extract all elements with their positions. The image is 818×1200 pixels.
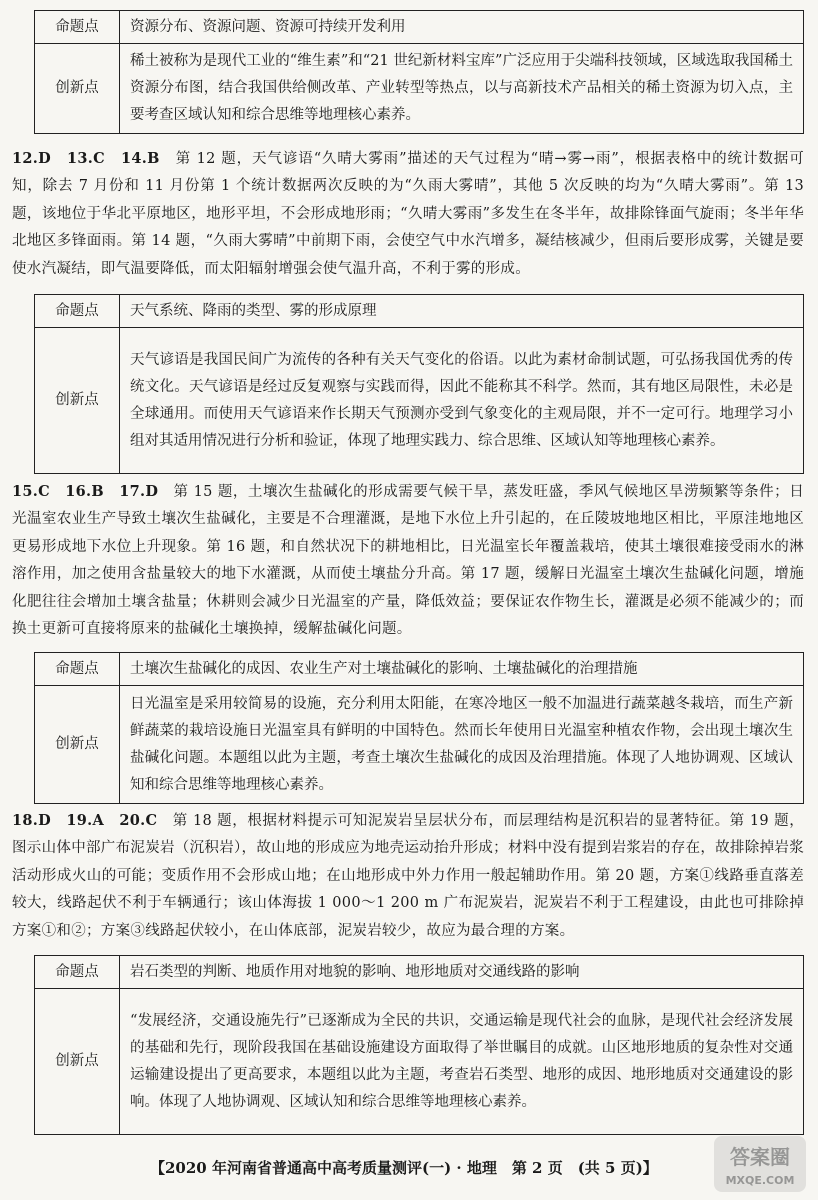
innovation-label: 创新点 (35, 328, 120, 474)
explanation-text: 第 12 题，天气谚语“久晴大雾雨”描述的天气过程为“晴→雾→雨”，根据表格中的统计数据可知，除去 7 月份和 11 月份第 1 个统计数据两次反映的为“久雨大雾晴”，其他 5 次反映的均为“久晴大雾雨”。第 13 题，该地位于华北平原地区，地形平坦，不会形成地形雨；“久晴大雾雨”多发生在冬半年，故排除锋面气旋雨；冬半年华北地区多锋面雨。第 14 题，“久雨大雾晴”中前期下雨，会使空气中水汽增多，凝结核减少，但雨后要形成雾，关键是要使水汽凝结，即气温要降低，而太阳辐射增强会使气温升高，不利于雾的形成。 (12, 151, 805, 277)
explanation-text: 第 18 题，根据材料提示可知泥炭岩呈层状分布，而层理结构是沉积岩的显著特征。第 19 题，图示山体中部广布泥炭岩（沉积岩），故山地的形成应为地壳运动抬升形成；材料中没有提到岩浆岩的存在，故排除掉岩浆活动形成火山的可能；变质作用不会形成山地；在山地形成中外力作用一般起辅助作用。第 20 题，方案①线路垂直落差较大，线路起伏不利于车辆通行；该山体海拔 1 000～1 200 m 广布泥炭岩，泥炭岩不利于工程建设，由此也可排除掉方案①和②；方案③线路起伏较小，在山体底部，泥炭岩较少，故应为最合理的方案。 (12, 813, 804, 939)
topic-label: 命题点 (35, 956, 120, 989)
innovation-label: 创新点 (35, 989, 120, 1135)
innovation-label: 创新点 (35, 686, 120, 804)
topic-table-3 (34, 652, 804, 804)
explanation-text: 第 15 题，土壤次生盐碱化的形成需要气候干旱，蒸发旺盛，季风气候地区旱涝频繁等条件；日光温室农业生产导致土壤次生盐碱化，主要是不合理灌溉，是地下水位上升引起的，在丘陵坡地地区相比，平原洼地地区更易形成地下水位上升现象。第 16 题，和自然状况下的耕地相比，日光温室长年覆盖栽培，使其土壤很难接受雨水的淋溶作用，加之使用含盐量较大的地下水灌溉，从而使土壤盐分升高。第 17 题，缓解日光温室土壤次生盐碱化问题，增施化肥往往会增加土壤含盐量；休耕则会减少日光温室的产量，降低效益；要保证农作物生长，灌溉是必须不能减少的；而换土更新可直接将原来的盐碱化土壤换掉，缓解盐碱化问题。 (12, 484, 805, 638)
innovation-text: 日光温室是采用较简易的设施，充分利用太阳能，在寒冷地区一般不加温进行蔬菜越冬栽培，而生产新鲜蔬菜的栽培设施日光温室具有鲜明的中国特色。然而长年使用日光温室种植农作物，会出现土壤次生盐碱化问题。本题组以此为主题，考查土壤次生盐碱化的成因及治理措施。体现了人地协调观、区域认知和综合思维等地理核心素养。 (120, 686, 804, 804)
topic-table-1 (34, 10, 804, 134)
answer-paragraph-18-20 (12, 807, 804, 945)
topic-text: 土壤次生盐碱化的成因、农业生产对土壤盐碱化的影响、土壤盐碱化的治理措施 (120, 653, 804, 686)
page-footer: 【2020 年河南省普通高中高考质量测评(一) · 地理 第 2 页 (共 5 页)】 (150, 1159, 658, 1177)
topic-table-2 (34, 294, 804, 474)
logo-line-1: 答案圈 (730, 1145, 790, 1169)
answer-keys: 18.D 19.A 20.C (12, 812, 158, 829)
topic-text: 天气系统、降雨的类型、雾的形成原理 (120, 295, 804, 328)
topic-text: 资源分布、资源问题、资源可持续开发利用 (120, 11, 804, 44)
logo-line-2: MXQE.COM (725, 1174, 795, 1187)
watermark-logo (712, 1134, 808, 1194)
innovation-text: “发展经济，交通设施先行”已逐渐成为全民的共识，交通运输是现代社会的血脉，是现代社会经济发展的基础和先行，现阶段我国在基础设施建设方面取得了举世瞩目的成就。山区地形地质的复杂性对交通运输建设提出了更高要求，本题组以此为主题，考查岩石类型、地形的成因、地形地质对交通建设的影响。体现了人地协调观、区域认知和综合思维等地理核心素养。 (120, 989, 804, 1135)
answer-keys: 15.C 16.B 17.D (12, 483, 159, 500)
innovation-text: 天气谚语是我国民间广为流传的各种有关天气变化的俗语。以此为素材命制试题，可弘扬我国优秀的传统文化。天气谚语是经过反复观察与实践而得，因此不能称其不科学。然而，其有地区局限性，未必是全球通用。而使用天气谚语来作长期天气预测亦受到气象变化的主观局限，并不一定可行。地理学习小组对其适用情况进行分析和验证，体现了地理实践力、综合思维、区域认知等地理核心素养。 (120, 328, 804, 474)
topic-table-4 (34, 955, 804, 1135)
innovation-label: 创新点 (35, 44, 120, 134)
answer-paragraph-12-14 (12, 145, 804, 283)
innovation-text: 稀土被称为是现代工业的“维生素”和“21 世纪新材料宝库”广泛应用于尖端科技领域，区域选取我国稀土资源分布图，结合我国供给侧改革、产业转型等热点，以与高新技术产品相关的稀土资源为切入点，主要考查区域认知和综合思维等地理核心素养。 (120, 44, 804, 134)
answer-paragraph-15-17 (12, 478, 804, 643)
answer-keys: 12.D 13.C 14.B (12, 150, 160, 167)
topic-text: 岩石类型的判断、地质作用对地貌的影响、地形地质对交通线路的影响 (120, 956, 804, 989)
topic-label: 命题点 (35, 295, 120, 328)
topic-label: 命题点 (35, 653, 120, 686)
topic-label: 命题点 (35, 11, 120, 44)
